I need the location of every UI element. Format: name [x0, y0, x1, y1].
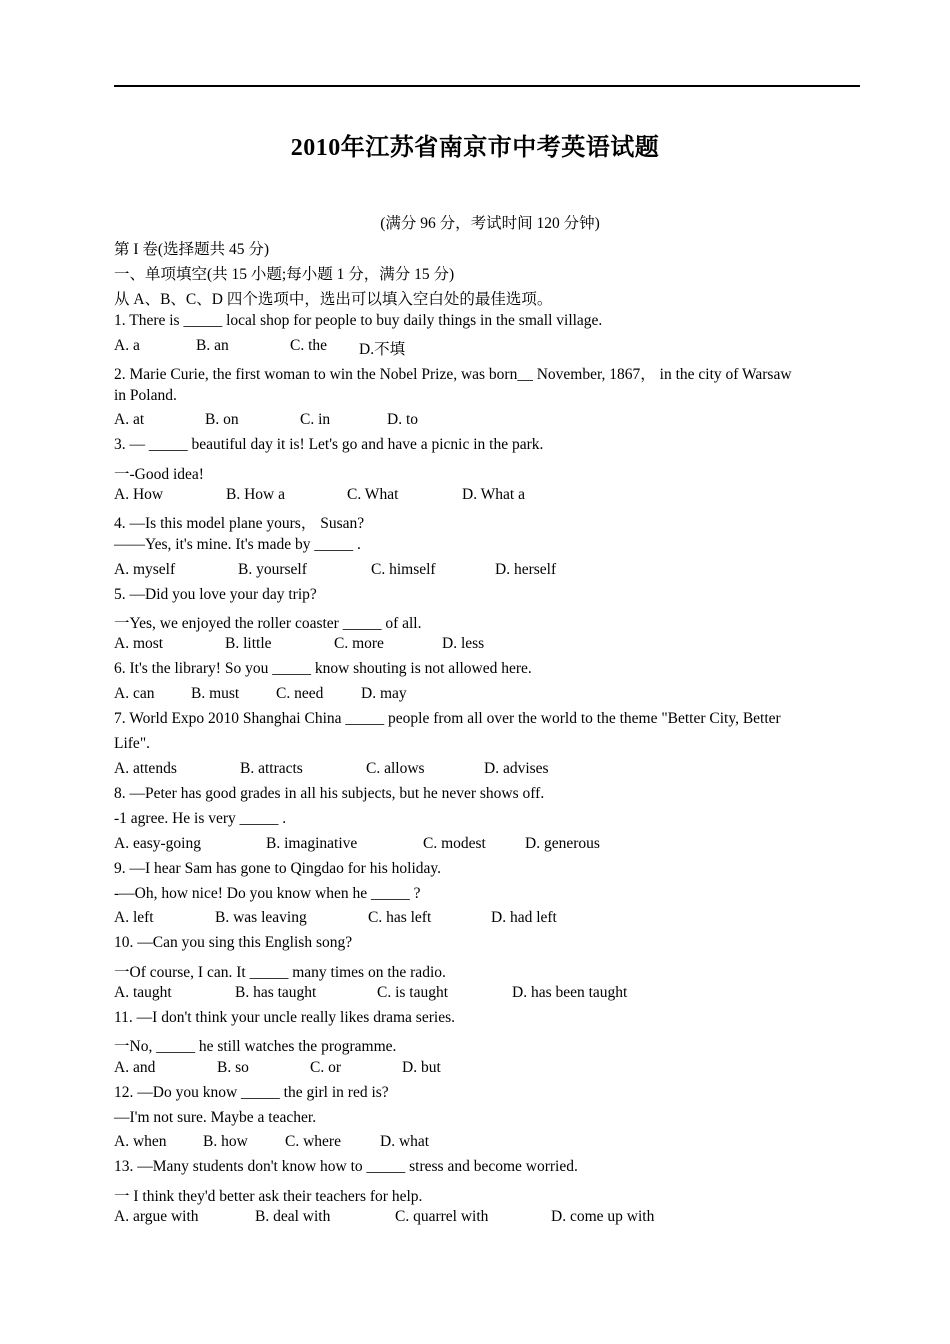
question-4-reply: ——Yes, it's mine. It's made by _____ .: [114, 536, 361, 553]
q13-option-a: A. argue with: [114, 1208, 199, 1225]
q3-option-b: B. How a: [226, 486, 285, 503]
question-2-cont: in Poland.: [114, 387, 177, 404]
q2-option-a: A. at: [114, 411, 145, 428]
question-8-reply: -1 agree. He is very _____ .: [114, 810, 287, 827]
q4-option-c: C. himself: [371, 561, 436, 578]
q7-option-b: B. attracts: [240, 760, 303, 777]
q12-option-c: C. where: [285, 1133, 341, 1150]
part-heading: 一、单项填空(共 15 小题;每小题 1 分，满分 15 分): [114, 266, 455, 283]
q9-option-a: A. left: [114, 909, 154, 926]
q2-option-d: D. to: [387, 411, 418, 428]
question-5: 5. —Did you love your day trip?: [114, 586, 317, 603]
q3-option-c: C. What: [347, 486, 399, 503]
instruction: 从 A、B、C、D 四个选项中，选出可以填入空白处的最佳选项。: [114, 291, 553, 308]
q10-option-c: C. is taught: [377, 984, 449, 1001]
q5-option-c: C. more: [334, 635, 384, 652]
q11-option-d: D. but: [402, 1059, 441, 1076]
q1-option-b: B. an: [196, 337, 229, 354]
question-3-reply: 一-Good idea!: [114, 466, 204, 483]
question-9: 9. —I hear Sam has gone to Qingdao for his holiday.: [114, 860, 442, 877]
question-2: 2. Marie Curie, the first woman to win the Nobel Prize, was born__ November, 1867， in the city of Warsaw: [114, 366, 792, 383]
question-13-reply: 一 I think they'd better ask their teachers for help.: [114, 1188, 423, 1205]
q12-option-d: D. what: [380, 1133, 430, 1150]
q9-option-b: B. was leaving: [215, 909, 307, 926]
question-9-reply: -—Oh, how nice! Do you know when he _____ ?: [114, 885, 421, 902]
q5-option-b: B. little: [225, 635, 272, 652]
q8-option-a: A. easy-going: [114, 835, 201, 852]
q7-option-c: C. allows: [366, 760, 425, 777]
q12-option-b: B. how: [203, 1133, 248, 1150]
q3-option-a: A. How: [114, 486, 164, 503]
question-1: 1. There is _____ local shop for people to buy daily things in the small village.: [114, 312, 603, 329]
q10-option-b: B. has taught: [235, 984, 317, 1001]
exam-subtitle: (满分 96 分，考试时间 120 分钟): [380, 215, 600, 232]
q8-option-d: D. generous: [525, 835, 600, 852]
q6-option-d: D. may: [361, 685, 407, 702]
q8-option-c: C. modest: [423, 835, 486, 852]
q3-option-d: D. What a: [462, 486, 525, 503]
q11-option-c: C. or: [310, 1059, 341, 1076]
q12-option-a: A. when: [114, 1133, 167, 1150]
q6-option-c: C. need: [276, 685, 324, 702]
q1-option-d: D.不填: [359, 341, 406, 358]
question-7-cont: Life".: [114, 735, 151, 752]
question-4: 4. —Is this model plane yours， Susan?: [114, 515, 365, 532]
header-rule: [114, 85, 860, 87]
q9-option-d: D. had left: [491, 909, 557, 926]
q4-option-d: D. herself: [495, 561, 557, 578]
question-10-reply: 一Of course, I can. It _____ many times on the radio.: [114, 964, 446, 981]
q13-option-c: C. quarrel with: [395, 1208, 489, 1225]
q6-option-b: B. must: [191, 685, 240, 702]
q1-option-a: A. a: [114, 337, 140, 354]
q11-option-b: B. so: [217, 1059, 249, 1076]
q1-option-c: C. the: [290, 337, 328, 354]
q8-option-b: B. imaginative: [266, 835, 358, 852]
q2-option-c: C. in: [300, 411, 331, 428]
q7-option-d: D. advises: [484, 760, 549, 777]
question-7: 7. World Expo 2010 Shanghai China _____ people from all over the world to the theme "Better City, Better: [114, 710, 781, 727]
question-3: 3. — _____ beautiful day it is! Let's go and have a picnic in the park.: [114, 436, 544, 453]
question-11-reply: 一No, _____ he still watches the programme.: [114, 1038, 397, 1055]
q5-option-a: A. most: [114, 635, 164, 652]
q7-option-a: A. attends: [114, 760, 177, 777]
question-13: 13. —Many students don't know how to _____ stress and become worried.: [114, 1158, 578, 1175]
q13-option-d: D. come up with: [551, 1208, 655, 1225]
q6-option-a: A. can: [114, 685, 155, 702]
q10-option-a: A. taught: [114, 984, 172, 1001]
question-10: 10. —Can you sing this English song?: [114, 934, 353, 951]
question-6: 6. It's the library! So you _____ know shouting is not allowed here.: [114, 660, 532, 677]
q2-option-b: B. on: [205, 411, 239, 428]
section-heading: 第 I 卷(选择题共 45 分): [114, 241, 269, 258]
q10-option-d: D. has been taught: [512, 984, 628, 1001]
q11-option-a: A. and: [114, 1059, 156, 1076]
question-11: 11. —I don't think your uncle really likes drama series.: [114, 1009, 455, 1026]
q5-option-d: D. less: [442, 635, 485, 652]
question-5-reply: 一Yes, we enjoyed the roller coaster _____ of all.: [114, 615, 422, 632]
q4-option-b: B. yourself: [238, 561, 307, 578]
q9-option-c: C. has left: [368, 909, 432, 926]
question-8: 8. —Peter has good grades in all his subjects, but he never shows off.: [114, 785, 545, 802]
q4-option-a: A. myself: [114, 561, 176, 578]
q13-option-b: B. deal with: [255, 1208, 331, 1225]
question-12: 12. —Do you know _____ the girl in red is?: [114, 1084, 389, 1101]
question-12-reply: —I'm not sure. Maybe a teacher.: [114, 1109, 317, 1126]
exam-title: 2010年江苏省南京市中考英语试题: [290, 135, 660, 161]
